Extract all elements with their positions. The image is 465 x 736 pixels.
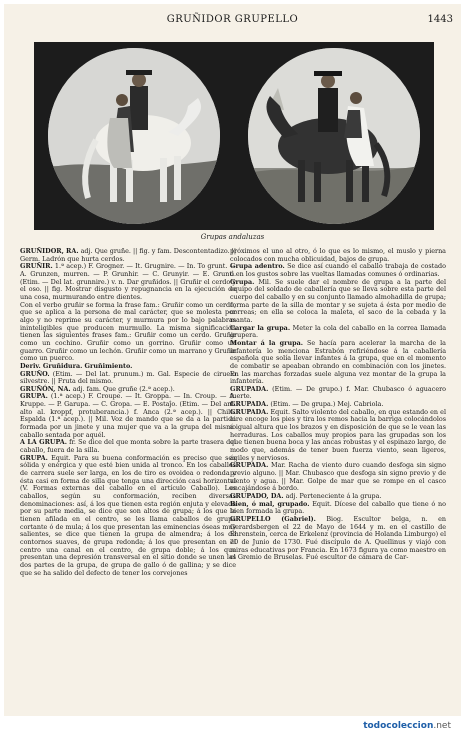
entry-headword: Deriv. Gruñidura. Gruñimiento. — [20, 361, 133, 370]
entry-paragraph — [20, 263, 236, 301]
running-title: GRUÑIDOR GRUPELLO — [166, 14, 299, 25]
watermark-logo — [363, 721, 451, 731]
left-column — [20, 248, 236, 577]
entry-headword: GRUÑIDOR, RA. — [20, 247, 79, 255]
entry-text: Se hacía para acelerar la marcha de la infantería lo menciona Estrabón refiriéndose á la caballería española que solía llevar infantes á la grupa, que en el momento de combatir se apeaban obrando en combinación con los jinetes. En las marchas forzadas suele alguna vez montar de la grupa la infantería. — [230, 338, 446, 386]
entry-paragraph — [20, 371, 236, 386]
entry-text: Meter la cola del caballo en la correa llamada grupera. — [230, 323, 446, 340]
entry-paragraph — [230, 501, 446, 516]
watermark-suffix: .net — [433, 721, 451, 731]
entry-headword: GRUÑO. — [20, 369, 50, 378]
running-header — [4, 14, 461, 30]
entry-paragraph — [230, 516, 446, 562]
entry-text: adj. fam. Que gruñe (2.ª acep.). — [70, 384, 175, 393]
page-number: 1443 — [427, 14, 453, 25]
entry-text: Con el verbo gruñir se forma la frase fam.: Gruñir como un cerdo, que se aplica a la persona de mal carácter, que se molesta por algo y no reprime su carácter, y murmura por lo bajo palabras ininteligibles que producen murmullo. La misma significación tienen las siguientes frases fam.: Gruñir como un cerdo. Gruñir como un cochino. Gruñir como un gorrino. Gruñir como un guarro. Gruñir como un lechón. Gruñir como un marrano y Gruñir como un puerco. — [20, 300, 236, 363]
entry-paragraph — [230, 386, 446, 401]
entry-headword: GRUPADA. — [230, 384, 269, 393]
right-column — [230, 248, 446, 562]
entry-text: Mil. Se suele dar el nombre de grupa a la parte del equipo del soldado de caballería que se lleva sobre esta parte del cuerpo del caballo y en su conjunto llamado almohadilla de grupa; forma parte de la silla de montar y se sujeta á ésta por medio de correas; en ella se coloca la maleta, el saco de la cebada y la manta. — [230, 277, 446, 324]
entry-paragraph — [230, 325, 446, 340]
entry-text: adj. Que gruñe. || fig. y fam. Descontentadizo. || Germ. Ladrón que hurta cerdos. — [20, 247, 236, 263]
document-page — [4, 4, 461, 716]
entry-paragraph — [230, 462, 446, 493]
entry-paragraph — [230, 340, 446, 386]
entry-headword: A LA GRUPA. — [20, 438, 67, 447]
entry-text: Equit. Para su buena conformación es preciso que sea sólida y enérgica y que esté bien unida al tronco. En los caballos de carrera suele ser larga, en los de tiro es ovoidea o redonda y ésta casi en forma de silla que tenga una dirección casi horizontal (V. Formas externas del caballo en el artículo Caballo). Los caballos, según su conformación, reciben diversas denominaciones: así, á los que tienen esta región enjuta y elevada por su parte media, se dice que son altos de grupa; á los que la tienen afilada en el centro, se les llama caballos de grupa cortante ó de mula; á los que presentan las eminencias óseas muy salientes, se dice que tienen la grupa de almendra; á los de contornos suaves, de grupa redonda; á los que presentan en el centro una canal en el centro, de grupa doble; á los que presentan una depresión transversal en el sitio donde se unen las dos partes de la grupa, de grupa de gallo ó de gallina; y se dice que se ha salido del defecto de tener los corvejones — [20, 453, 236, 577]
entry-headword: GRUPADA. — [230, 407, 269, 416]
entry-text: 1.ª acep.) F. Grogner. — It. Grugnire. — In. To grunt. — A. Grunzen, murren. — P. Grunhir. — C. Grunyir. — E. Grunti. (Etim. — Del lat. grunnire.) v. n. Dar gruñidos. || Gruñir el cerdo y el oso. || fig. Mostrar disgusto y repugnancia en la ejecución de una cosa, murmurando entre dientes. — [20, 262, 236, 301]
entry-paragraph — [20, 455, 236, 578]
entry-text: (1.ª acep.) F. Croupe. — It. Groppa. — In. Croup. — A. Kruppe. — P. Garupa. — C. Gropa. — E. Postaĵo. (Etim. — Del ant. alto al. kroppf, protuberancia.) f. Anca (2.ª acep.). || Chile. Espalda (1.ª acep.). || Mil. Voz de mando que se da a la partida formada por un jinete y una mujer que va a la grupa del mismo caballo sentada por aquél. — [20, 392, 236, 439]
entry-paragraph — [20, 302, 236, 363]
entry-text: Equit. Salto violento del caballo, en que estando en el aire encoge los pies y tira los remos hacia la barriga colocándolos á igual altura que los brazos y en disposición de que se le vean las herraduras. Los caballos muy propios para las grupadas son los que tienen buena boca y las ancas robustas y el espinazo largo, de modo que, además de tener buen fuerza viento, sean ligeros, ágiles y nerviosos. — [230, 407, 446, 462]
entry-headword: GRUPADA. — [230, 400, 269, 409]
entry-text: fr. Se dice del que monta sobre la parte trasera del caballo, fuera de la silla. — [20, 438, 236, 455]
figure-caption: Grupas andaluzas — [200, 233, 265, 241]
photo-band — [34, 42, 434, 230]
entry-text: adj. Perteneciente á la grupa. — [283, 492, 382, 500]
watermark-brand: todocoleccion — [363, 721, 434, 731]
entry-text: (Etim. — De grupa.) Mej. Cabriola. — [268, 400, 384, 409]
entry-text: Mar. Racha de viento duro cuando desfoga sin signo previo alguno. || Mar. Chubasco que desfoga sin signo previo y de viento y agua. || Mar. Golpe de mar que se rompe en el casco encajándose á bordo. — [230, 461, 446, 493]
entry-paragraph — [230, 279, 446, 325]
entry-paragraph — [20, 393, 236, 439]
entry-paragraph — [230, 409, 446, 463]
entry-headword: GRUPA. — [20, 453, 48, 462]
entry-headword: Montar á la grupa. — [230, 338, 303, 347]
entry-text: (Etim. — Del lat. prunum.) m. Gal. Especie de ciruelo silvestre. || Fruta del mismo. — [20, 369, 236, 386]
horse-riders-left-image — [48, 48, 220, 224]
entry-headword: GRUPA. — [20, 392, 48, 401]
watermark-bar — [0, 718, 465, 736]
entry-headword: GRUÑÓN, NA. — [20, 384, 71, 393]
entry-headword: GRUPADO, DA. — [230, 492, 284, 500]
horse-riders-right-image — [248, 48, 420, 224]
entry-text: Biog. Escultor belga, n. en Gerardsbergen el 22 de Mayo de 1644 y m. en el castillo de Ehrenstein, cerca de Erkelenz (provincia de Holanda Limburgo) el 20 de Junio de 1730. Fué discípulo de A. Quellinus y viajó con miras educativas por Francia. En 1673 figura ya como maestro en el Gremio de Bruselas. Fué escultor de cámara de Car- — [230, 514, 446, 562]
entry-paragraph — [20, 439, 236, 454]
left-photo — [48, 48, 220, 224]
entry-text: Se dice así cuando el caballo trabaja de costado ó en los gustos sobre las vueltas llamadas comunes ó ordinarias. — [230, 262, 446, 278]
entry-headword: Cargar la grupa. — [230, 323, 291, 332]
entry-headword: Bien, ó mal, grupado. — [230, 499, 310, 508]
entry-headword: Grupa. — [230, 277, 255, 286]
entry-text: (Etim. — De grupo.) f. Mar. Chubasco ó aguacero fuerte. — [230, 384, 446, 401]
entry-paragraph — [230, 263, 446, 278]
entry-text: Equit. Dícese del caballo que tiene ó no bien formada la grupa. — [230, 499, 446, 516]
entry-headword: GRUÑIR. — [20, 262, 53, 271]
right-photo — [248, 48, 420, 224]
entry-headword: Grupa adentro. — [230, 262, 285, 271]
entry-paragraph — [230, 248, 446, 263]
entry-headword: GRUPADA. — [230, 461, 269, 470]
entry-text: próximos el uno al otro, ó lo que es lo mismo, el muslo y pierna colocados con mucha oblicuidad, bajos de grupa. — [230, 247, 446, 263]
entry-headword: GRUPELLO (Gabriel). — [230, 514, 316, 523]
